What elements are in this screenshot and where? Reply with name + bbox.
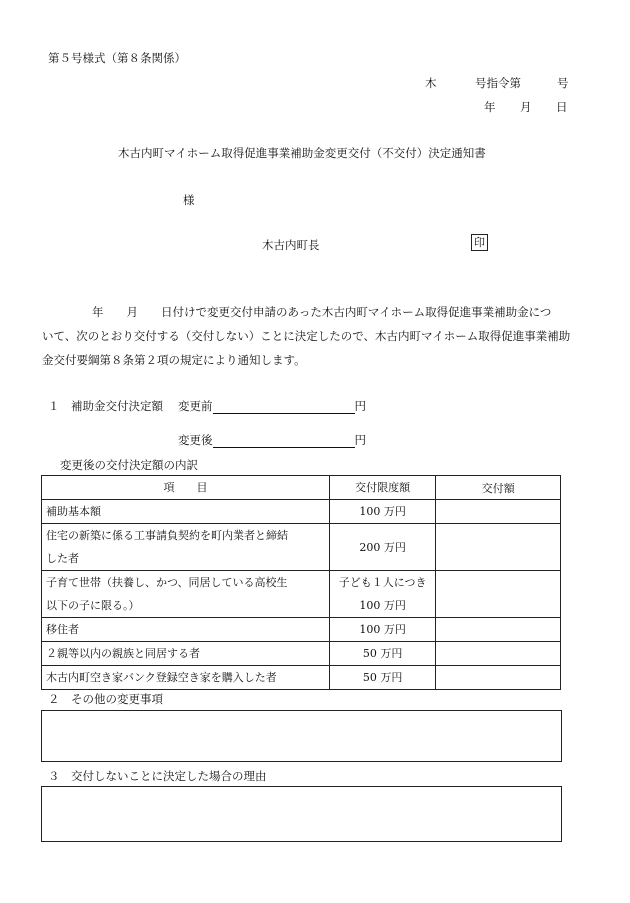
row-item: ２親等以内の親族と同居する者	[42, 642, 330, 666]
doc-number-suffix: 号	[557, 76, 569, 90]
header-limit: 交付限度額	[329, 476, 435, 500]
body-paragraph	[42, 300, 572, 372]
amount-before-row	[178, 398, 366, 414]
doc-number-middle: 号指令第	[475, 76, 521, 90]
row-amount-cell	[436, 500, 561, 524]
header-amount: 交付額	[436, 476, 561, 500]
header-item: 項 目	[42, 476, 330, 500]
row-limit: 子ども１人につき 100 万円	[329, 571, 435, 618]
row-amount-cell	[436, 666, 561, 690]
breakdown-title: 変更後の交付決定額の内訳	[60, 458, 198, 472]
table-row	[42, 524, 561, 571]
row-item: 子育て世帯（扶養し、かつ、同居している高校生 以下の子に限る。）	[42, 571, 330, 618]
body-line-3: 金交付要綱第８条第２項の規定により通知します。	[42, 353, 306, 367]
table-row	[42, 666, 561, 690]
after-label: 変更後	[178, 433, 213, 447]
body-line-2: いて、次のとおり交付する（交付しない）ことに決定したので、木古内町マイホーム取得促進事業補助	[42, 329, 571, 343]
row-limit: 50 万円	[329, 666, 435, 690]
table-row	[42, 500, 561, 524]
row-amount-cell	[436, 571, 561, 618]
row-amount-cell	[436, 524, 561, 571]
non-grant-reason-box	[41, 786, 562, 842]
form-id: 第５号様式（第８条関係）	[48, 51, 186, 65]
after-amount-line	[213, 434, 355, 448]
table-row	[42, 571, 561, 618]
row-amount-cell	[436, 642, 561, 666]
amount-after-row	[178, 432, 366, 448]
row-item: 住宅の新築に係る工事請負契約を町内業者と締結 した者	[42, 524, 330, 571]
section2-label: ２ その他の変更事項	[48, 692, 163, 706]
sender-name: 木古内町長	[262, 238, 320, 252]
breakdown-table	[41, 475, 561, 690]
before-amount-line	[213, 400, 355, 414]
row-limit: 50 万円	[329, 642, 435, 666]
seal-mark: 印	[471, 234, 488, 251]
other-changes-box	[41, 710, 562, 762]
row-item: 移住者	[42, 618, 330, 642]
date-month: 月	[520, 100, 532, 114]
table-row	[42, 642, 561, 666]
row-item: 補助基本額	[42, 500, 330, 524]
row-limit: 100 万円	[329, 500, 435, 524]
before-label: 変更前	[178, 399, 213, 413]
row-limit: 200 万円	[329, 524, 435, 571]
after-unit: 円	[354, 433, 366, 447]
date-year: 年	[484, 100, 496, 114]
document-title: 木古内町マイホーム取得促進事業補助金変更交付（不交付）決定通知書	[118, 146, 486, 160]
row-limit: 100 万円	[329, 618, 435, 642]
section1-label: １ 補助金交付決定額	[48, 399, 163, 413]
addressee-suffix: 様	[183, 193, 195, 207]
date-day: 日	[556, 100, 568, 114]
section3-label: ３ 交付しないことに決定した場合の理由	[48, 769, 267, 783]
before-unit: 円	[354, 399, 366, 413]
table-header-row	[42, 476, 561, 500]
row-amount-cell	[436, 618, 561, 642]
table-row	[42, 618, 561, 642]
body-line-1: 年 月 日付けで変更交付申請のあった木古内町マイホーム取得促進事業補助金につ	[92, 305, 552, 319]
doc-number-prefix: 木	[425, 76, 437, 90]
row-item: 木古内町空き家バンク登録空き家を購入した者	[42, 666, 330, 690]
